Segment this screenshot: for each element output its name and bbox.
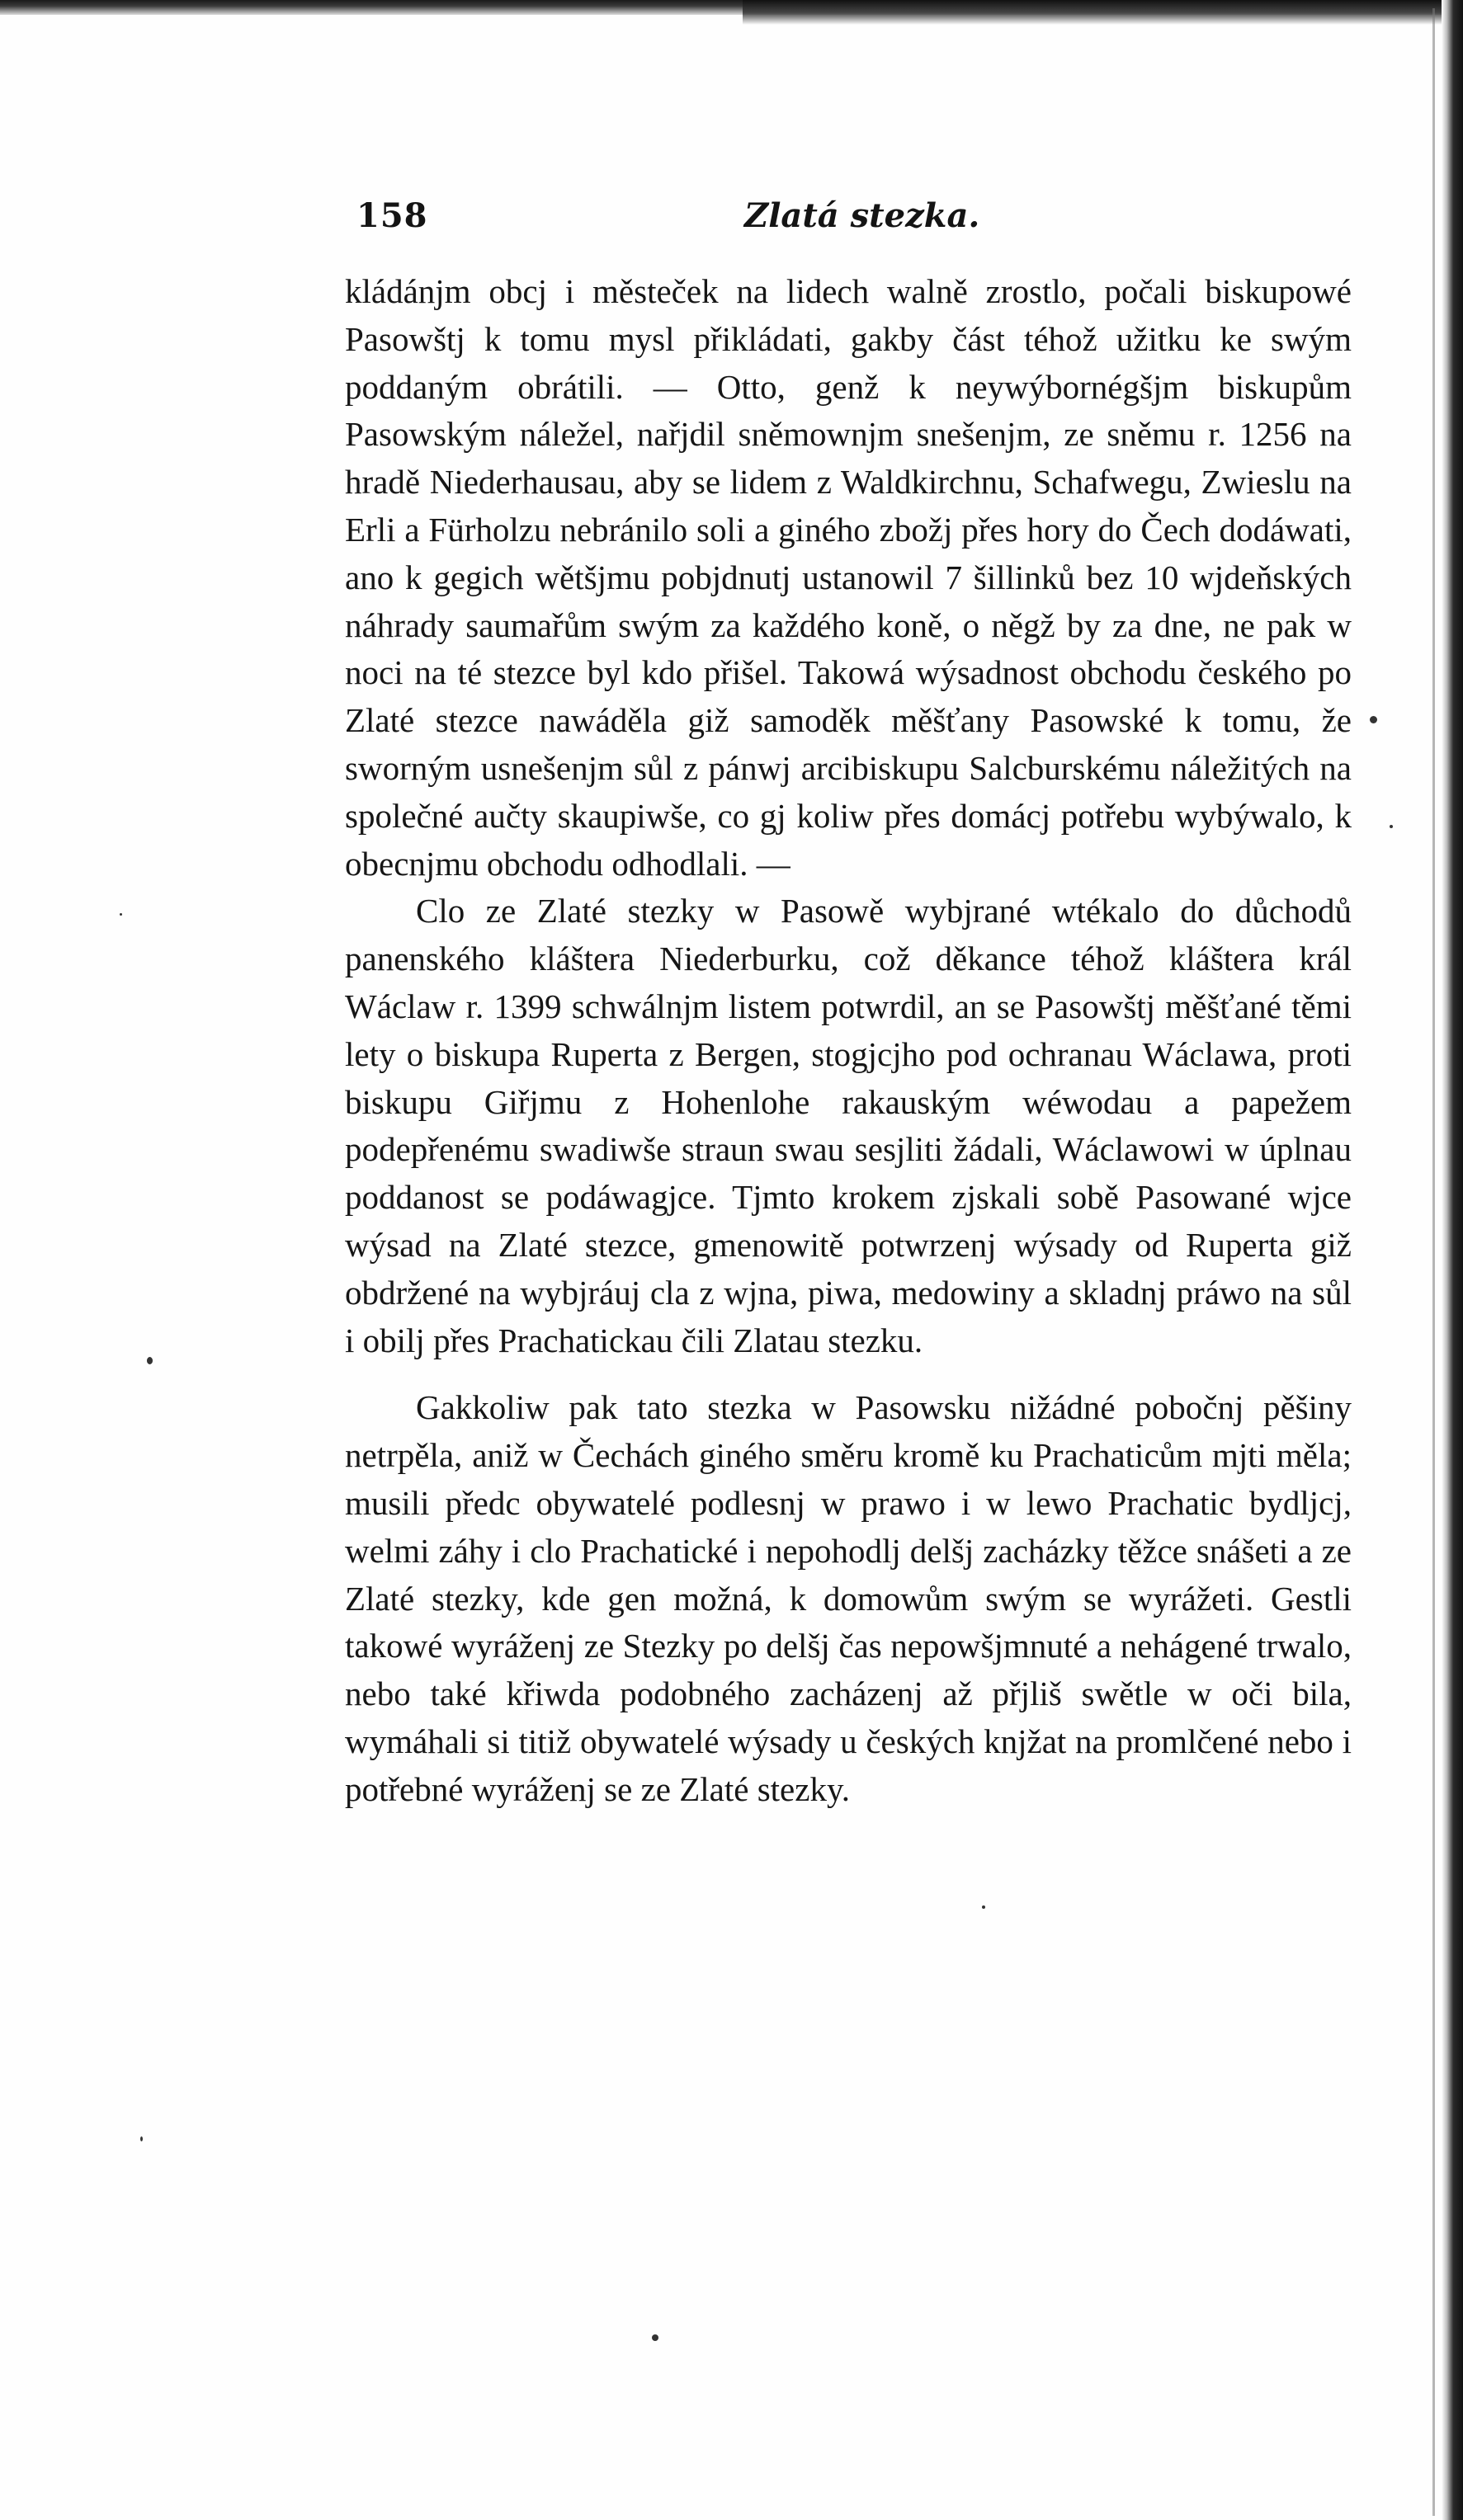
running-title: Zlatá stezka.	[744, 196, 980, 235]
scan-speck	[982, 1905, 985, 1909]
scan-speck	[1370, 716, 1377, 723]
scan-speck	[120, 913, 122, 916]
running-head	[356, 196, 1363, 246]
page-number: 158	[356, 196, 428, 235]
paragraph: kládánjm obcj i městeček na lidech walně zrostlo, počali biskupowé Pasowštj k tomu mysl přikládati, gakby část téhož užitku ke swým poddaným obrátili. — Otto, genž k neywýbornégšjm biskupům Pasowským náležel, nařjdil sněmownjm snešenjm, ze sněmu r. 1256 na hradě Niederhausau, aby se lidem z Waldkirchnu, Schafwegu, Zwieslu na Erli a Fürholzu nebránilo soli a giného zbožj přes hory do Čech dodáwati, ano k gegich wětšjmu pobjdnutj ustanowil 7 šillinků bez 10 wjdeňských náhrady saumařům swým za každého koně, o něgž by za dne, ne pak w noci na té stezce byl kdo přišel. Takowá wýsadnost obchodu českého po Zlaté stezce nawáděla giž samoděk měšťany Pasowské k tomu, že sworným usnešenjm sůl z pánwj arcibiskupu Salcburskému náležitých na společné aučty skaupiwše, co gj koliw přes domácj potřebu wybýwalo, k obecnjmu obchodu odhodlali. —	[345, 272, 1352, 883]
scan-speck	[1390, 825, 1393, 828]
scan-speck	[140, 2136, 143, 2141]
scan-binding-line	[1432, 8, 1435, 2516]
paragraph: Clo ze Zlaté stezky w Pasowě wybjrané wtékalo do důchodů panenského kláštera Niederburku, což děkance téhož kláštera král Wáclaw r. 1399 schwálnjm listem potwrdil, an se Pasowštj měšťané těmi lety o biskupa Ruperta z Bergen, stogjcjho pod ochranau Wáclawa, proti biskupu Giřjmu z Hohenlohe rakauským wéwodau a papežem podepřenému swadiwše straun swau sesjliti žádali, Wáclawowi w úplnau poddanost se podáwagjce. Tjmto krokem zjskali sobě Pasowané wjce wýsad na Zlaté stezce, gmenowitě potwrzenj wýsady od Ruperta giž obdržené na wybjráuj cla z wjna, piwa, medowiny a skladnj práwo na sůl i obilj přes Prachatickau čili Zlatau stezku.	[345, 892, 1352, 1359]
body-text	[345, 268, 1352, 1814]
scan-top-edge-shadow	[743, 0, 1463, 25]
scan-speck	[147, 1357, 153, 1364]
paragraph: Gakkoliw pak tato stezka w Pasowsku nižádné pobočnj pěšiny netrpěla, aniž w Čechách giného směru kromě ku Prachaticům mjti měla; musili předc obywatelé podlesnj w prawo i w lewo Prachatic bydljcj, welmi záhy i clo Prachatické i nepohodlj delšj zacházky těžce snášeti a ze Zlaté stezky, kde gen možná, k domowům swým se wyrážeti. Gestli takowé wyráženj ze Stezky po delšj čas nepowšjmnuté a nehágené trwalo, nebo také křiwda podobného zacházenj až přjliš swětle w oči bila, wymáhali si titiž obywatelé wýsady u českých knjžat na promlčené nebo i potřebné wyráženj se ze Zlaté stezky.	[345, 1388, 1352, 1808]
scan-right-edge	[1442, 0, 1463, 2520]
scan-speck	[652, 2334, 658, 2341]
